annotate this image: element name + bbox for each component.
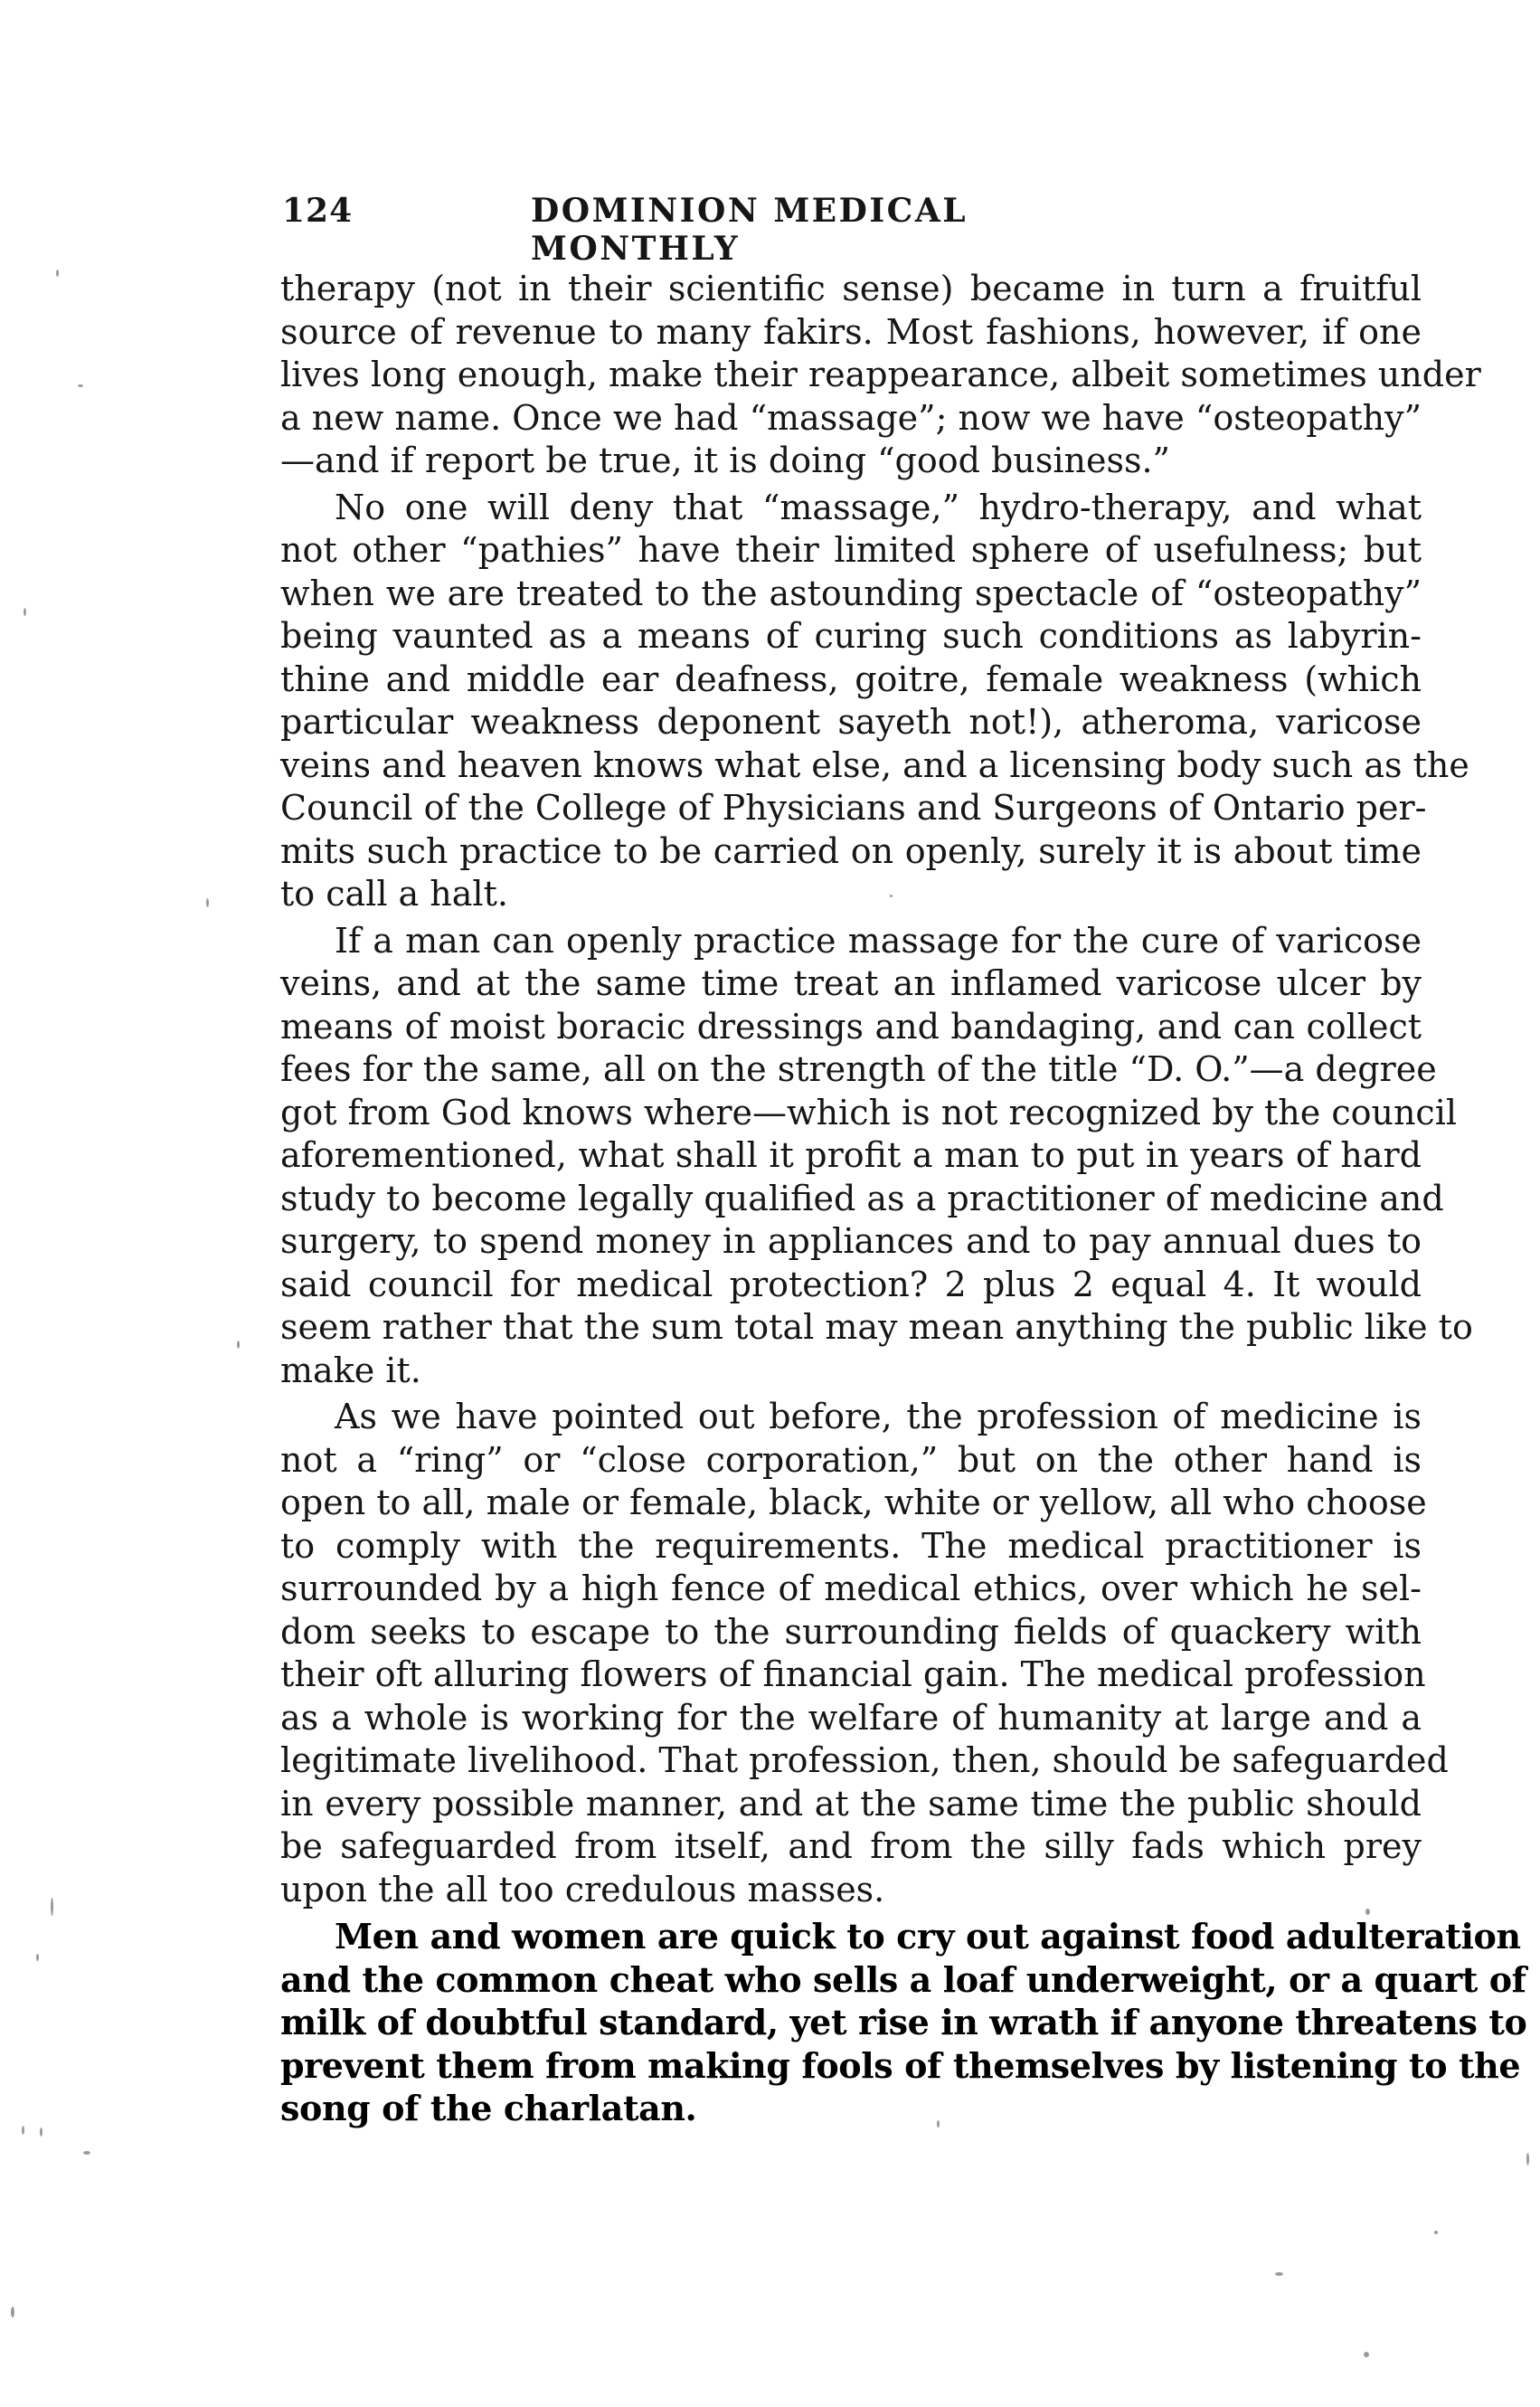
text-line: mits such practice to be carried on openly, surely it is about time: [280, 830, 1422, 871]
text-line: not other “pathies” have their limited sphere of usefulness; but: [280, 530, 1422, 570]
scan-speck: [11, 2307, 14, 2317]
text-line: seem rather that the sum total may mean anything the public like to: [280, 1307, 1473, 1347]
text-line: and the common cheat who sells a loaf underweight, or a quart of: [280, 1958, 1526, 2000]
running-head: [282, 192, 1186, 268]
text-line: to comply with the requirements. The medical practitioner is: [280, 1525, 1422, 1566]
text-line: If a man can openly practice massage for the cure of varicose: [335, 920, 1422, 961]
text-line: aforementioned, what shall it profit a man to put in years of hard: [280, 1135, 1422, 1175]
scan-speck: [78, 384, 83, 387]
text-line: make it.: [280, 1350, 421, 1390]
text-line: prevent them from making fools of themselves by listening to the: [280, 2044, 1521, 2086]
scan-speck: [237, 1341, 240, 1349]
text-line: in every possible manner, and at the same time the public should: [280, 1783, 1422, 1824]
text-line: a new name. Once we had “massage”; now we have “osteopathy”: [280, 397, 1422, 438]
scan-speck: [24, 608, 26, 616]
journal-title: DOMINION MEDICAL MONTHLY: [531, 192, 968, 268]
text-line: —and if report be true, it is doing “good business.”: [280, 441, 1170, 480]
text-line: when we are treated to the astounding spectacle of “osteopathy”: [280, 573, 1422, 613]
scan-speck: [83, 2151, 90, 2155]
text-line: As we have pointed out before, the profession of medicine is: [335, 1397, 1422, 1436]
text-line: to call a halt.: [280, 874, 508, 914]
paragraph: [280, 268, 1481, 483]
text-line: veins and heaven knows what else, and a licensing body such as the: [280, 744, 1469, 785]
text-line: particular weakness deponent sayeth not!), atheroma, varicose: [280, 702, 1422, 742]
scan-speck: [206, 898, 209, 907]
text-line: got from God knows where—which is not recognized by the council: [280, 1092, 1458, 1132]
text-line: open to all, male or female, black, white or yellow, all who choose: [280, 1483, 1427, 1522]
text-line: milk of doubtful standard, yet rise in wrath if anyone threatens to: [280, 2002, 1527, 2042]
scan-speck: [22, 2126, 24, 2135]
text-line: surgery, to spend money in appliances and to pay annual dues to: [280, 1221, 1422, 1261]
text-line: not a “ring” or “close corporation,” but on the other hand is: [280, 1439, 1422, 1480]
article-body: [280, 268, 1527, 2130]
text-line: dom seeks to escape to the surrounding fields of quackery with: [280, 1611, 1422, 1652]
text-line: lives long enough, make their reappearance, albeit sometimes under: [280, 355, 1481, 394]
text-line: surrounded by a high fence of medical ethics, over which he sel-: [280, 1568, 1422, 1608]
paragraph: [280, 487, 1469, 916]
text-line: as a whole is working for the welfare of humanity at large and a: [280, 1697, 1422, 1738]
text-line: legitimate livelihood. That profession, then, should be safeguarded: [280, 1740, 1449, 1780]
text-line: fees for the same, all on the strength of the title “D. O.”—a degree: [280, 1049, 1437, 1089]
text-line: Men and women are quick to cry out against food adulteration: [335, 1916, 1521, 1957]
text-line: being vaunted as a means of curing such conditions as labyrin-: [280, 616, 1422, 656]
text-line: thine and middle ear deafness, goitre, female weakness (which: [280, 659, 1422, 699]
scan-speck: [51, 1898, 53, 1916]
text-line: source of revenue to many fakirs. Most fashions, however, if one: [280, 311, 1422, 352]
text-line: upon the all too credulous masses.: [280, 1869, 885, 1909]
scan-speck: [56, 270, 59, 277]
scan-speck: [36, 1954, 39, 1961]
text-line: song of the charlatan.: [280, 2088, 697, 2128]
text-line: means of moist boracic dressings and bandaging, and can collect: [280, 1006, 1422, 1047]
paragraph: [280, 1396, 1449, 1911]
scan-speck: [1275, 2272, 1283, 2276]
text-line: their oft alluring flowers of financial gain. The medical profession: [280, 1654, 1426, 1694]
scan-speck: [1526, 2153, 1529, 2165]
text-line: therapy (not in their scientific sense) became in turn a fruitful: [280, 269, 1422, 308]
text-line: No one will deny that “massage,” hydro-therapy, and what: [335, 487, 1422, 527]
page-number: 124: [282, 192, 354, 230]
text-line: be safeguarded from itself, and from the silly fads which prey: [280, 1826, 1422, 1866]
scan-speck: [1364, 2352, 1369, 2357]
scan-speck: [1434, 2231, 1438, 2234]
scan-speck: [40, 2127, 43, 2137]
text-line: Council of the College of Physicians and Surgeons of Ontario per-: [280, 788, 1427, 828]
text-line: veins, and at the same time treat an inflamed varicose ulcer by: [280, 963, 1422, 1003]
paragraph: [280, 1915, 1527, 2130]
paragraph: [280, 920, 1473, 1393]
text-line: said council for medical protection? 2 plus 2 equal 4. It would: [280, 1264, 1422, 1304]
text-line: study to become legally qualified as a practitioner of medicine and: [280, 1178, 1444, 1218]
